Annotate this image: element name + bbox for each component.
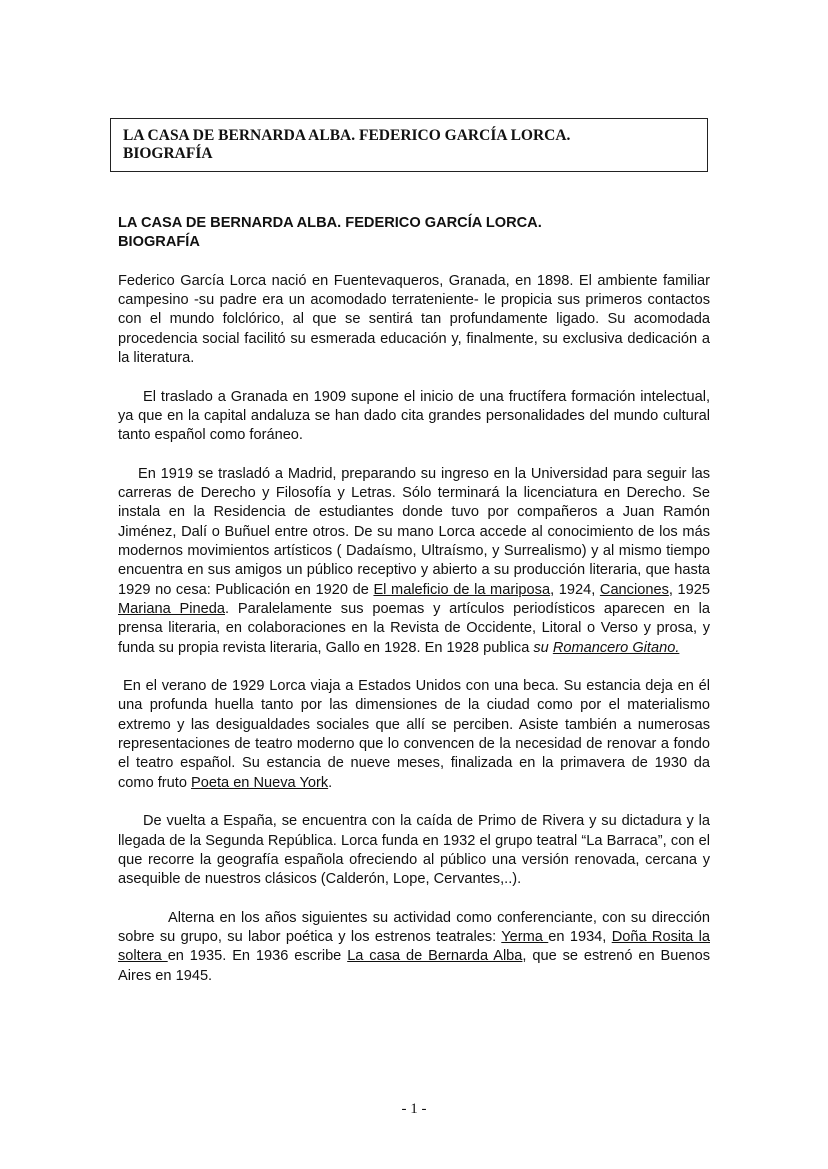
text: .: [328, 774, 333, 791]
text: en 1935. En 1936 escribe: [167, 948, 348, 965]
work-title: Poeta en Nueva York: [191, 774, 329, 791]
paragraph-birth: Federico García Lorca nació en Fuentevaqueros, Granada, en 1898. El ambiente familiar campesino -su padre era un acomodado terrateniente- le propicia sus primeros contactos con el mundo folclórico, al que se sentirá tan profundamente ligado. Su acomodada procedencia social facilitó su esmerada educación y, finalmente, su exclusiva dedicación a la literatura.: [118, 272, 710, 367]
paragraph-la-barraca: De vuelta a España, se encuentra con la caída de Primo de Rivera y su dictadura y la llegada de la Segunda República. Lorca funda en 1932 el grupo teatral “La Barraca”, con el que recorre la geografía española ofreciendo al público una versión renovada, cercana y asequible de nuestros clásicos (Calderón, Lope, Cervantes,..).: [118, 813, 710, 888]
text: . Paralelamente sus poemas y artículos periodísticos aparecen en la prensa literaria, en colaboraciones en la Revista de Occidente, Litoral o Verso y prosa, y funda su propia revista literaria, Gallo en 1928. En 1928 publica: [118, 600, 710, 656]
text: En 1919 se trasladó a Madrid, preparando su ingreso en la Universidad para seguir las carreras de Derecho y Filosofía y Letras. Sólo terminará la licenciatura en Derecho. Se instala en la Residencia de estudiantes donde tuvo por compañeros a Juan Ramón Jiménez, Dalí o Buñuel entre otros. De su mano Lorca accede al conocimiento de los más modernos movimientos artísticos ( Dadaísmo, Ultraísmo, y Surrealismo) y al mismo tiempo encuentra en sus amigos un público receptivo y abierto a su producción literaria, que hasta 1929 no cesa: Publicación en 1920 de: [118, 465, 710, 598]
paragraph-granada: El traslado a Granada en 1909 supone el inicio de una fructífera formación intelectual, ya que en la capital andaluza se han dado cita grandes personalidades del mundo cultural tanto español como foráneo.: [118, 388, 710, 444]
work-title: Canciones: [599, 581, 669, 598]
work-title: Romancero Gitano.: [552, 639, 680, 656]
heading-line-1: LA CASA DE BERNARDA ALBA. FEDERICO GARCÍA LORCA.: [118, 215, 542, 231]
paragraph-madrid: [118, 465, 710, 658]
work-title: Yerma: [501, 928, 549, 945]
page-number: - 1 -: [401, 1101, 427, 1117]
text: su: [533, 639, 553, 656]
work-title: El maleficio de la mariposa: [373, 581, 551, 598]
heading-line-2: BIOGRAFÍA: [118, 234, 200, 251]
text: Alterna en los años siguientes su actividad como conferenciante, con su dirección sobre su grupo, su labor poética y los estrenos teatrales:: [118, 909, 710, 945]
paragraph-new-york: [118, 677, 710, 793]
section-heading: [118, 214, 710, 253]
text: En el verano de 1929 Lorca viaja a Estados Unidos con una beca. Su estancia deja en él una profunda huella tanto por las dimensiones de la ciudad como por el materialismo extremo y las desigualdades sociales que allí se perciben. Asiste también a numerosas representaciones de teatro moderno que lo convencen de la necesidad de renovar a fondo el teatro español. Su estancia de nueve meses, finalizada en la primavera de 1930 da como fruto: [118, 678, 710, 791]
work-title: La casa de Bernarda Alba: [347, 948, 523, 965]
paragraph-later-years: [118, 909, 710, 986]
text: , 1924,: [550, 581, 600, 598]
text: , que se estrenó en Buenos Aires en 1945.: [118, 948, 711, 984]
title-line-1: LA CASA DE BERNARDA ALBA. FEDERICO GARCÍA LORCA.: [123, 127, 571, 144]
text: en 1934,: [548, 928, 612, 945]
document-body: [118, 214, 710, 1005]
title-box: [110, 118, 708, 172]
title-line-2: BIOGRAFÍA: [123, 145, 213, 162]
work-title: Mariana Pineda: [118, 600, 225, 617]
text: , 1925: [668, 581, 711, 598]
work-title: Doña Rosita la soltera: [118, 928, 710, 965]
